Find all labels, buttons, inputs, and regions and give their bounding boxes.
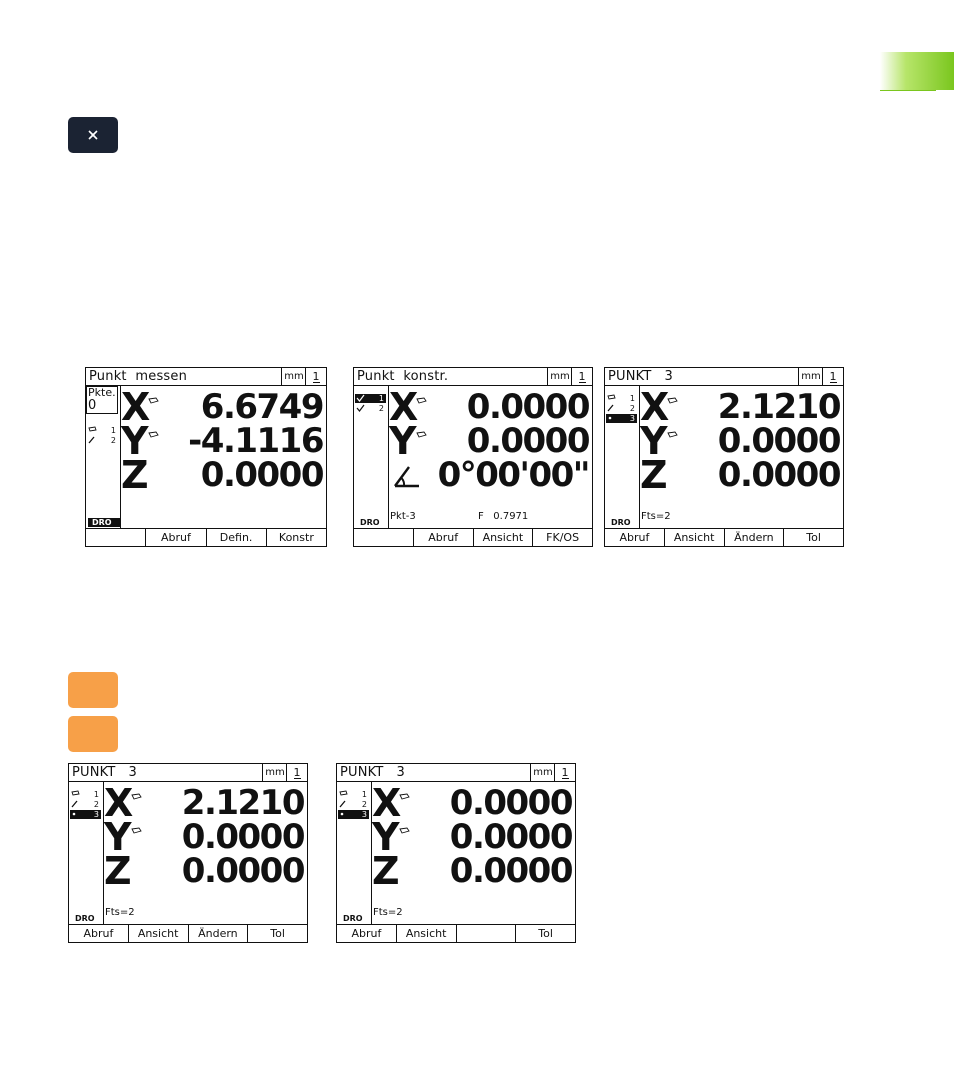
- axis-label: X: [104, 781, 134, 825]
- axis-label: Z: [121, 453, 149, 497]
- feature-number: 1: [378, 394, 384, 403]
- feature-number: 1: [110, 426, 116, 435]
- screen-title-bar: [354, 368, 592, 386]
- feature-list-item[interactable]: [606, 404, 637, 413]
- reference-indicator: [822, 368, 843, 385]
- screen-title: Punkt konstr.: [357, 369, 449, 384]
- probe-flag-icon: [88, 426, 97, 436]
- softkey-bar: [86, 528, 326, 546]
- reference-indicator: [305, 368, 326, 385]
- reference-indicator: [554, 764, 575, 781]
- softkey[interactable]: Ansicht: [473, 529, 533, 546]
- axis-value: 6.6749: [200, 387, 323, 427]
- axis-label: Z: [372, 849, 400, 893]
- reference-indicator: [286, 764, 307, 781]
- axis-value: 0.0000: [449, 817, 572, 857]
- reference-indicator: [571, 368, 592, 385]
- feature-number: 2: [629, 404, 635, 413]
- axis-value: 0.0000: [717, 421, 840, 461]
- feature-number: 2: [361, 800, 367, 809]
- softkey[interactable]: Abruf: [413, 529, 473, 546]
- feature-list-panel: [69, 782, 104, 924]
- screen-title-bar: [605, 368, 843, 386]
- reference-value: 1: [293, 766, 301, 779]
- point-icon: [87, 129, 99, 141]
- softkey[interactable]: Abruf: [351, 927, 382, 940]
- feature-number: 2: [378, 404, 384, 413]
- probe-flag-icon: [71, 790, 80, 800]
- points-value: 0: [88, 398, 97, 413]
- feature-list-item[interactable]: [606, 414, 637, 423]
- points-counter: [86, 386, 118, 414]
- status-left: Fts=2: [641, 511, 671, 522]
- axis-label: Z: [104, 849, 132, 893]
- reference-value: 1: [312, 370, 320, 383]
- softkey[interactable]: Konstr: [266, 529, 326, 546]
- axis-label: X: [372, 781, 402, 825]
- feature-list-item[interactable]: [338, 800, 369, 809]
- point-feature-icon: [607, 414, 615, 424]
- softkey-bar: [354, 528, 592, 546]
- dro-label: DRO: [343, 914, 363, 923]
- status-right: F 0.7971: [478, 511, 529, 522]
- chapter-tab-underline: [880, 90, 936, 91]
- point-feature-icon: [339, 810, 347, 820]
- dro-screen: [85, 367, 327, 547]
- softkey[interactable]: Ansicht: [396, 925, 456, 942]
- feature-list-panel: [86, 386, 121, 528]
- status-left: Fts=2: [105, 907, 135, 918]
- axis-value: 0.0000: [449, 851, 572, 891]
- feature-number: 2: [93, 800, 99, 809]
- probe-flag-icon: [607, 394, 616, 404]
- softkey[interactable]: [86, 529, 145, 546]
- axis-value: 0°00'00": [437, 455, 589, 495]
- dro-label: DRO: [88, 518, 120, 527]
- dro-label: DRO: [360, 518, 380, 527]
- axis-label: Y: [104, 815, 132, 859]
- axis-value: 0.0000: [181, 851, 304, 891]
- axis-value: 0.0000: [449, 783, 572, 823]
- softkey-bar: [337, 924, 575, 942]
- softkey[interactable]: Defin.: [206, 529, 266, 546]
- axis-label: Y: [640, 419, 668, 463]
- probe-flag-icon: [416, 390, 427, 409]
- axis-label: Y: [372, 815, 400, 859]
- axis-value: 0.0000: [200, 455, 323, 495]
- feature-number: 3: [361, 810, 367, 819]
- axis-value: 0.0000: [466, 387, 589, 427]
- status-left: Fts=2: [373, 907, 403, 918]
- unit-indicator: mm: [262, 764, 287, 781]
- softkey[interactable]: Abruf: [145, 529, 205, 546]
- axis-label: Y: [389, 419, 417, 463]
- feature-list-item[interactable]: [355, 394, 386, 403]
- line-feature-icon: [607, 404, 615, 414]
- feature-list-item[interactable]: [70, 790, 101, 799]
- orange-key-2[interactable]: [68, 716, 118, 752]
- status-left: Pkt-3: [390, 511, 416, 522]
- feature-number: 3: [93, 810, 99, 819]
- feature-number: 3: [629, 414, 635, 423]
- feature-list-panel: [605, 386, 640, 528]
- line-feature-icon: [339, 800, 347, 810]
- line-feature-icon: [88, 436, 96, 446]
- screen-title: PUNKT 3: [72, 765, 138, 780]
- screen-title-bar: [337, 764, 575, 782]
- unit-indicator: mm: [798, 368, 823, 385]
- dro-screen: [336, 763, 576, 943]
- probe-flag-icon: [339, 790, 348, 800]
- feature-list-panel: [354, 386, 389, 528]
- feature-list-item[interactable]: [70, 800, 101, 809]
- screen-title: PUNKT 3: [608, 369, 674, 384]
- feature-number: 2: [110, 436, 116, 445]
- softkey[interactable]: Tol: [247, 925, 307, 942]
- softkey[interactable]: [456, 925, 516, 942]
- softkey[interactable]: Ändern: [188, 925, 248, 942]
- reference-value: 1: [829, 370, 837, 383]
- softkey[interactable]: Tol: [783, 529, 843, 546]
- softkey-bar: [605, 528, 843, 546]
- point-measure-key[interactable]: [68, 117, 118, 153]
- screen-title: Punkt messen: [89, 369, 188, 384]
- softkey[interactable]: Ansicht: [664, 529, 724, 546]
- probe-flag-icon: [399, 820, 410, 839]
- reference-value: 1: [561, 766, 569, 779]
- dro-label: DRO: [75, 914, 95, 923]
- axis-value: -4.1116: [188, 421, 323, 461]
- unit-indicator: mm: [530, 764, 555, 781]
- feature-list-item[interactable]: [338, 810, 369, 819]
- feature-list-item[interactable]: [87, 436, 118, 445]
- check-icon: [356, 394, 365, 404]
- softkey[interactable]: Tol: [515, 925, 575, 942]
- axis-value: 2.1210: [181, 783, 304, 823]
- unit-indicator: mm: [547, 368, 572, 385]
- point-feature-icon: [71, 810, 79, 820]
- axis-value: 0.0000: [466, 421, 589, 461]
- feature-list-item[interactable]: [70, 810, 101, 819]
- softkey[interactable]: FK/OS: [532, 529, 592, 546]
- feature-list-item[interactable]: [606, 394, 637, 403]
- axis-label: X: [121, 385, 151, 429]
- feature-list-item[interactable]: [338, 790, 369, 799]
- feature-number: 1: [93, 790, 99, 799]
- angle-icon: [392, 460, 422, 494]
- dro-label: DRO: [611, 518, 631, 527]
- orange-key-1[interactable]: [68, 672, 118, 708]
- axis-value: 0.0000: [717, 455, 840, 495]
- screen-title: PUNKT 3: [340, 765, 406, 780]
- dro-screen: [604, 367, 844, 547]
- screen-title-bar: [69, 764, 307, 782]
- softkey[interactable]: Ändern: [724, 529, 784, 546]
- axis-label: Z: [640, 453, 668, 497]
- axis-label: Y: [121, 419, 149, 463]
- axis-value: 2.1210: [717, 387, 840, 427]
- feature-list-item[interactable]: [355, 404, 386, 413]
- probe-flag-icon: [667, 390, 678, 409]
- probe-flag-icon: [667, 424, 678, 443]
- probe-flag-icon: [416, 424, 427, 443]
- probe-flag-icon: [148, 390, 159, 409]
- softkey[interactable]: Abruf: [619, 531, 650, 544]
- feature-list-panel: [337, 782, 372, 924]
- axis-value: 0.0000: [181, 817, 304, 857]
- probe-flag-icon: [131, 820, 142, 839]
- screen-title-bar: [86, 368, 326, 386]
- feature-number: 1: [629, 394, 635, 403]
- softkey[interactable]: Ansicht: [128, 925, 188, 942]
- dro-screen: [68, 763, 308, 943]
- reference-value: 1: [578, 370, 586, 383]
- check-icon: [356, 404, 365, 414]
- chapter-tab: [880, 52, 954, 90]
- unit-indicator: mm: [281, 368, 306, 385]
- feature-list-item[interactable]: [87, 426, 118, 435]
- feature-number: 1: [361, 790, 367, 799]
- axis-label: X: [640, 385, 670, 429]
- line-feature-icon: [71, 800, 79, 810]
- probe-flag-icon: [131, 786, 142, 805]
- softkey[interactable]: [354, 529, 413, 546]
- probe-flag-icon: [399, 786, 410, 805]
- softkey[interactable]: Abruf: [83, 927, 114, 940]
- dro-screen: [353, 367, 593, 547]
- points-label: Pkte.: [88, 386, 116, 399]
- axis-label: X: [389, 385, 419, 429]
- probe-flag-icon: [148, 424, 159, 443]
- softkey-bar: [69, 924, 307, 942]
